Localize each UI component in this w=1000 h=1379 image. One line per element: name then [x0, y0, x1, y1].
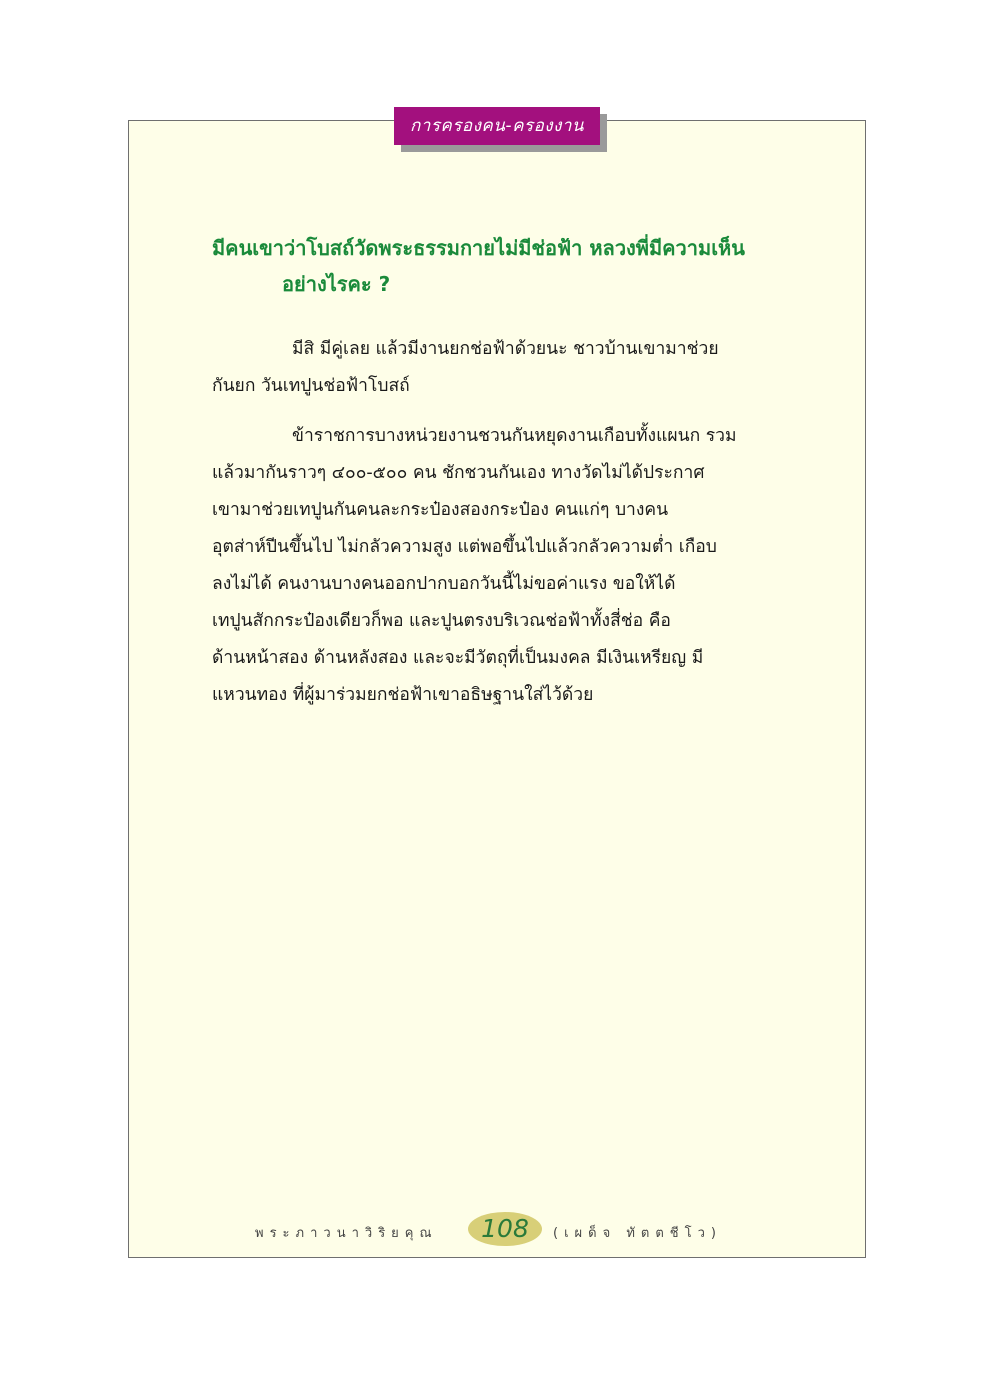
page-footer: [128, 1210, 866, 1250]
paragraph-line: ข้าราชการบางหน่วยงานชวนกันหยุดงานเกือบทั้งแผนก รวม: [292, 426, 737, 446]
question-heading: [212, 230, 812, 302]
answer-paragraph-2: [212, 418, 802, 714]
paragraph-line: ด้านหน้าสอง ด้านหลังสอง และจะมีวัตถุที่เป็นมงคล มีเงินเหรียญ มี: [212, 648, 704, 668]
page-number-badge: 108: [468, 1212, 542, 1246]
paragraph-line: แล้วมากันราวๆ ๔๐๐-๕๐๐ คน ชักชวนกันเอง ทางวัดไม่ได้ประกาศ: [212, 463, 705, 483]
paragraph-line: อุตส่าห์ปีนขึ้นไป ไม่กลัวความสูง แต่พอขึ้นไปแล้วกลัวความต่ำ เกือบ: [212, 537, 717, 557]
paragraph-line: เทปูนสักกระป๋องเดียวก็พอ และปูนตรงบริเวณช่อฟ้าทั้งสี่ช่อ คือ: [212, 611, 671, 631]
answer-paragraph-1: [212, 331, 802, 405]
paragraph-line: มีสิ มีคู่เลย แล้วมีงานยกช่อฟ้าด้วยนะ ชาวบ้านเขามาช่วย: [292, 339, 719, 359]
paragraph-line: แหวนทอง ที่ผู้มาร่วมยกช่อฟ้าเขาอธิษฐานใส่ไว้ด้วย: [212, 685, 594, 705]
paragraph-line: เขามาช่วยเทปูนกันคนละกระป๋องสองกระป๋อง คนแก่ๆ บางคน: [212, 500, 669, 520]
question-line: มีคนเขาว่าโบสถ์วัดพระธรรมกายไม่มีช่อฟ้า หลวงพี่มีความเห็น: [212, 236, 745, 260]
footer-book-title: พระภาวนาวิริยคุณ: [255, 1226, 438, 1241]
section-title-tab: การครองคน-ครองงาน: [394, 107, 600, 145]
paragraph-line: กันยก วันเทปูนช่อฟ้าโบสถ์: [212, 376, 410, 396]
footer-author: (เผด็จ ทัตตชีโว): [553, 1226, 722, 1241]
paragraph-line: ลงไม่ได้ คนงานบางคนออกปากบอกวันนี้ไม่ขอค่าแรง ขอให้ได้: [212, 574, 676, 594]
question-line: อย่างไรคะ ?: [282, 272, 391, 296]
